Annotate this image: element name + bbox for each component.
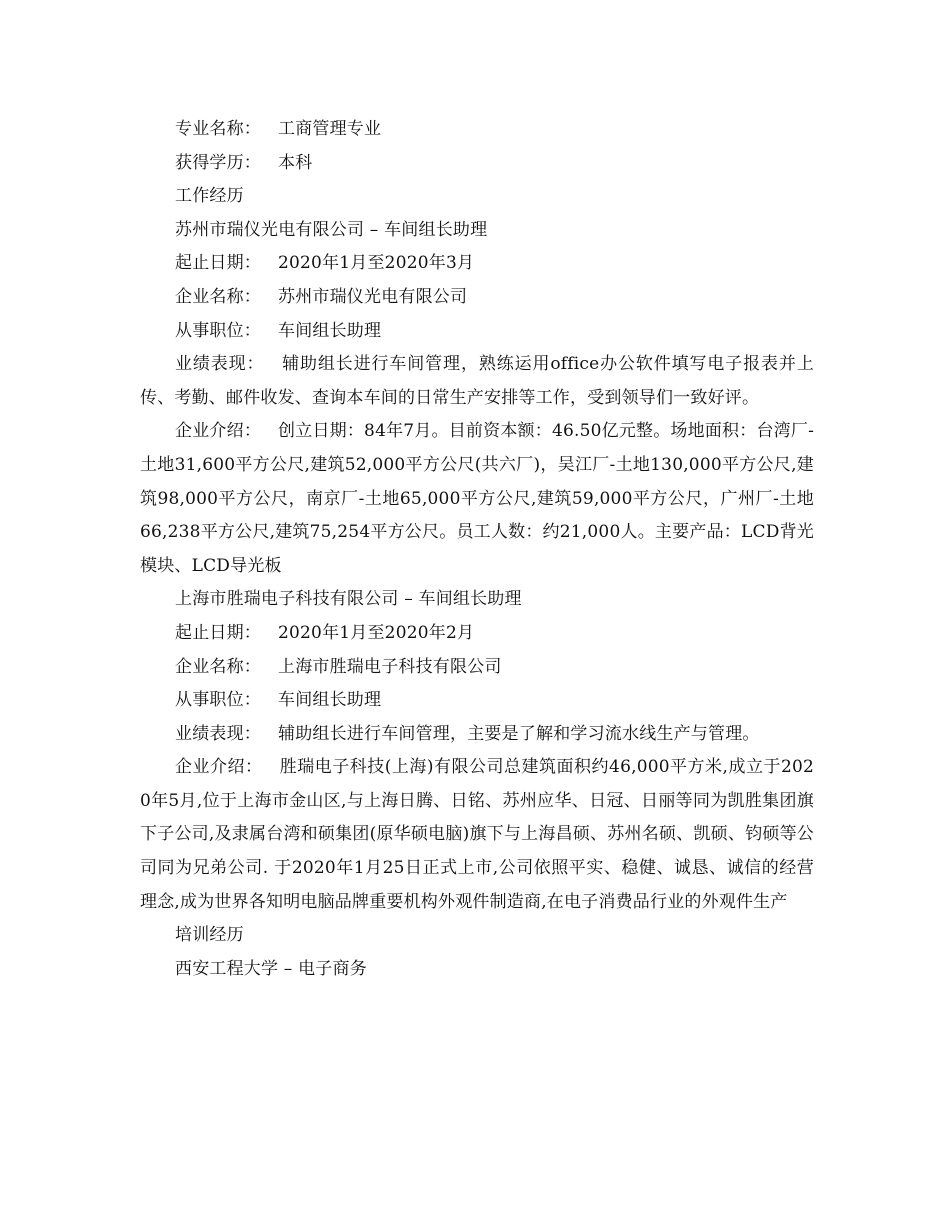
job-company-line — [140, 281, 814, 315]
job-position-label: 从事职位： — [175, 690, 261, 711]
job-intro-value: 创立日期：84年7月。目前资本额：46.50亿元整。场地面积：台湾厂-土地31,600平方公尺,建筑52,000平方公尺(共六厂)，吴江厂-土地130,000平方公尺,建筑98,000平方公尺，南京厂-土地65,000平方公尺,建筑59,000平方公尺，广州厂-土地66,238平方公尺,建筑75,254平方公尺。员工人数：约21,000人。主要产品：LCD背光模块、LCD导光板 — [140, 421, 815, 576]
job-position-value: 车间组长助理 — [278, 690, 382, 711]
job-intro-paragraph — [140, 415, 814, 583]
job-position-line — [140, 315, 814, 349]
job-company-value: 苏州市瑞仪光电有限公司 — [278, 286, 468, 307]
job-performance-label: 业绩表现： — [175, 723, 261, 744]
job-intro-label: 企业介绍： — [175, 757, 263, 778]
job-heading: 苏州市瑞仪光电有限公司 – 车间组长助理 — [175, 219, 488, 240]
job-company-value: 上海市胜瑞电子科技有限公司 — [278, 656, 502, 677]
job-period-line — [140, 617, 814, 651]
job-period-value: 2020年1月至2020年2月 — [278, 622, 475, 643]
job-period-line — [140, 247, 814, 281]
job-intro-value: 胜瑞电子科技(上海)有限公司总建筑面积约46,000平方米,成立于2020年5月,位于上海市金山区,与上海日腾、日铭、苏州应华、日冠、日丽等同为凯胜集团旗下子公司,及隶属台湾和硕集团(原华硕电脑)旗下与上海昌硕、苏州名硕、凯硕、钧硕等公司同为兄弟公司. 于2020年1月25日正式上市,公司依照平实、稳健、诚恳、诚信的经营理念,成为世界各知明电脑品牌重要机构外观件制造商,在电子消费品行业的外观件生产 — [140, 757, 814, 912]
resume-body — [140, 113, 814, 986]
job-company-label: 企业名称： — [175, 656, 261, 677]
job-performance-paragraph — [140, 718, 814, 752]
major-line — [140, 113, 814, 147]
degree-value: 本科 — [278, 152, 313, 173]
major-value: 工商管理专业 — [278, 119, 382, 139]
training-section-title: 培训经历 — [175, 925, 244, 946]
job-company-label: 企业名称： — [175, 286, 261, 307]
job-intro-label: 企业介绍： — [175, 421, 262, 442]
job-period-label: 起止日期： — [175, 622, 261, 643]
job-period-label: 起止日期： — [175, 253, 261, 274]
job-performance-paragraph — [140, 348, 814, 415]
job-period-value: 2020年1月至2020年3月 — [278, 253, 475, 274]
job-position-label: 从事职位： — [175, 320, 261, 341]
job-heading: 上海市胜瑞电子科技有限公司 – 车间组长助理 — [175, 589, 522, 610]
degree-label: 获得学历： — [175, 152, 261, 173]
training-entry: 西安工程大学 – 电子商务 — [175, 958, 367, 979]
job-performance-value: 辅助组长进行车间管理，主要是了解和学习流水线生产与管理。 — [278, 723, 760, 744]
degree-line — [140, 147, 814, 181]
job-intro-paragraph — [140, 751, 814, 919]
job-position-line — [140, 684, 814, 718]
work-section-title: 工作经历 — [175, 186, 244, 207]
job-company-line — [140, 651, 814, 685]
major-label: 专业名称： — [175, 119, 261, 139]
job-performance-value: 辅助组长进行车间管理，熟练运用office办公软件填写电子报表并上传、考勤、邮件收发、查询本车间的日常生产安排等工作，受到领导们一致好评。 — [140, 354, 815, 408]
job-performance-label: 业绩表现： — [175, 354, 265, 375]
job-position-value: 车间组长助理 — [278, 320, 382, 341]
